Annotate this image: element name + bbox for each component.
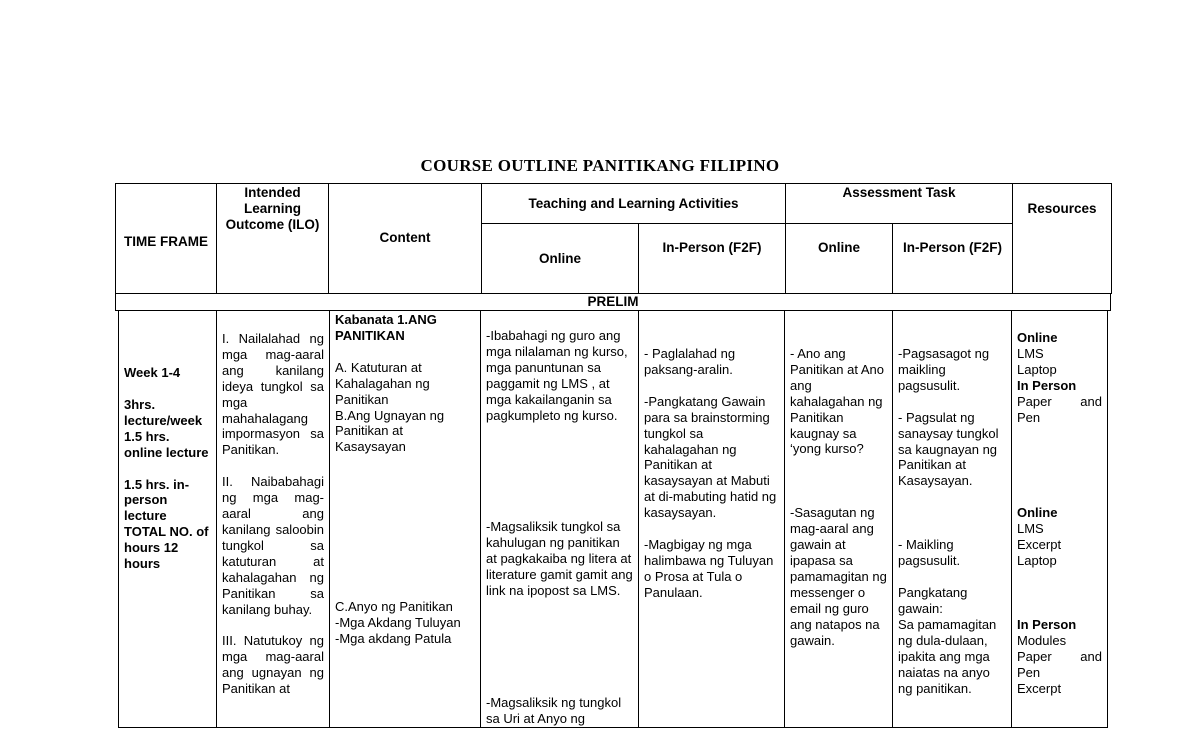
weekly-hours: 3hrs. lecture/week	[124, 396, 203, 428]
activity-item: -Magbigay ng mga halimbawa ng Tuluyan o Prosa at Tula o Panulaan.	[644, 537, 774, 600]
in-person-hours: 1.5 hrs. in-person lecture	[124, 476, 190, 524]
header-time-frame: TIME FRAME	[116, 184, 217, 294]
assessment-item: - Pagsulat ng sanaysay tungkol sa kaugnayan ng Panitikan at Kasaysayan.	[898, 409, 999, 489]
assessment-f2f-cell	[893, 311, 1012, 728]
content-item: A. Katuturan at Kahalagahan ng Panitikan	[335, 359, 430, 407]
resource-label: In Person	[1017, 377, 1077, 393]
header-teaching-learning-activities: Teaching and Learning Activities	[482, 184, 786, 224]
week-range: Week 1-4	[124, 365, 181, 380]
ilo-item: II. Naibabahagi ng mga mag-aaral ang kanilang saloobin tungkol sa katuturan at kahalagahan ng Panitikan sa kanilang buhay.	[222, 474, 324, 617]
content-item: C.Anyo ng Panitikan	[335, 599, 453, 615]
header-tla-in-person: In-Person (F2F)	[639, 224, 786, 294]
content-cell	[330, 311, 481, 728]
header-resources: Resources	[1013, 184, 1112, 294]
ilo-item: I. Nailalahad ng mga mag-aaral ang kanilang ideya tungkol sa mga mahahalagang impormasyon sa Panitikan.	[222, 331, 324, 458]
header-tla-online: Online	[482, 224, 639, 294]
resource-item: Excerpt	[1017, 537, 1062, 553]
assessment-item: -Pagsasagot ng maikling pagsusulit.	[898, 346, 990, 393]
resource-item: LMS	[1017, 521, 1044, 537]
resource-item: Excerpt	[1017, 680, 1062, 696]
resource-label: In Person	[1017, 617, 1077, 633]
assessment-online-cell	[785, 311, 893, 728]
header-assessment-task: Assessment Task	[786, 184, 1013, 224]
tla-online-cell	[481, 311, 639, 728]
resource-item: LMS	[1017, 345, 1044, 361]
assessment-item: - Ano ang Panitikan at Ano ang kahalagahan ng Panitikan kaugnay sa ‘yong kurso?	[790, 346, 884, 457]
resources-cell	[1012, 311, 1108, 728]
tla-f2f-cell	[639, 311, 785, 728]
table-row	[119, 311, 1108, 728]
content-item: B.Ang Ugnayan ng Panitikan at Kasaysayan	[335, 407, 445, 455]
activity-item: -Magsaliksik tungkol sa kahulugan ng panitikan at pagkakaiba ng litera at literature gamit gamit ang link na ipopost sa LMS.	[486, 519, 633, 599]
assessment-item: Pangkatang gawain:	[898, 585, 968, 616]
chapter-heading: Kabanata 1.ANG PANITIKAN	[335, 312, 437, 343]
course-outline-table	[118, 310, 1108, 728]
content-item: -Mga akdang Patula	[335, 631, 452, 647]
section-prelim: PRELIM	[115, 293, 1111, 311]
assessment-item: -Sasagutan ng mag-aaral ang gawain at ipapasa sa pamamagitan ng messenger o email ng guro ang natapos na gawain.	[790, 505, 887, 648]
activity-item: -Magsaliksik ng tungkol sa Uri at Anyo ng	[486, 694, 622, 726]
header-ilo: Intended Learning Outcome (ILO)	[217, 184, 329, 294]
document-title: COURSE OUTLINE PANITIKANG FILIPINO	[420, 156, 780, 175]
resource-item: Modules	[1017, 632, 1067, 648]
header-assessment-in-person: In-Person (F2F)	[893, 224, 1013, 294]
resource-item: Paper and Pen	[1017, 393, 1102, 425]
resource-item: Laptop	[1017, 553, 1057, 569]
resource-label: Online	[1017, 330, 1058, 345]
content-item: -Mga Akdang Tuluyan	[335, 615, 461, 631]
activity-item: -Ibabahagi ng guro ang mga nilalaman ng kurso, mga panuntunan sa paggamit ng LMS , at mga kakailanganin sa pagkumpleto ng kurso.	[486, 328, 628, 423]
total-hours: TOTAL NO. of hours 12 hours	[124, 524, 209, 572]
resource-item: Paper and Pen	[1017, 648, 1102, 680]
resource-item: Laptop	[1017, 361, 1057, 377]
assessment-item: Sa pamamagitan ng dula-dulaan, ipakita ang mga naiatas na anyo ng panitikan.	[898, 616, 997, 696]
resource-label: Online	[1017, 505, 1058, 521]
ilo-cell	[217, 311, 330, 728]
ilo-item: III. Natutukoy ng mga mag-aaral ang ugnayan ng Panitikan at	[222, 633, 324, 697]
header-content: Content	[329, 184, 482, 294]
header-table	[115, 183, 1112, 294]
activity-item: -Pangkatang Gawain para sa brainstorming tungkol sa kahalagahan ng Panitikan at kasaysayan at Mabuti at di-mabuting hatid ng kasaysayan.	[644, 393, 777, 521]
time-frame-cell	[119, 311, 217, 728]
activity-item: - Paglalahad ng paksang-aralin.	[644, 346, 736, 377]
header-assessment-online: Online	[786, 224, 893, 294]
assessment-item: - Maikling pagsusulit.	[898, 537, 961, 569]
online-hours: 1.5 hrs. online lecture	[124, 428, 209, 460]
